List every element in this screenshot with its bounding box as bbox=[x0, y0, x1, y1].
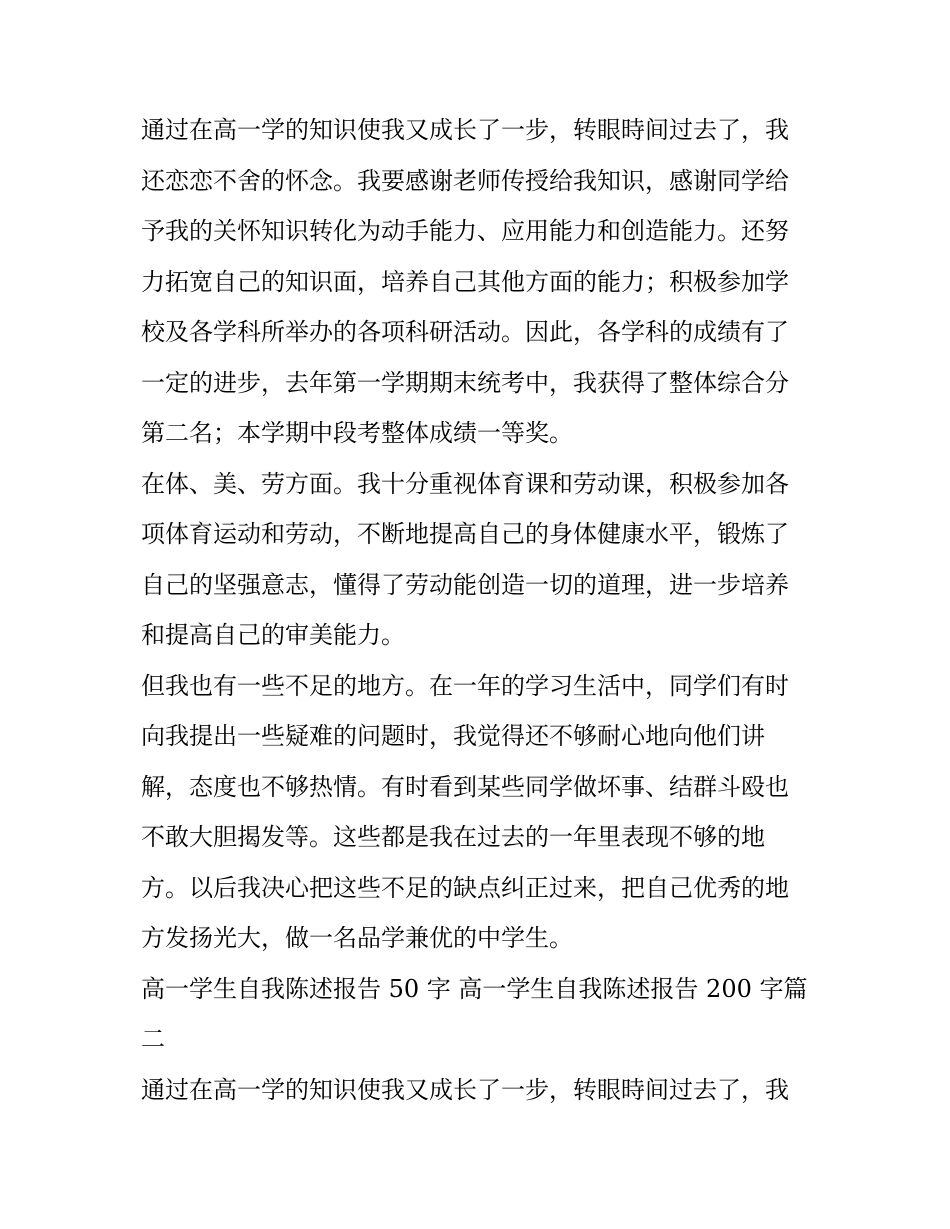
text-line: 第二名；本学期中段考整体成绩一等奖。 bbox=[141, 419, 573, 447]
text-line: 不敢大胆揭发等。这些都是我在过去的一年里表现不够的地 bbox=[141, 823, 765, 851]
text-line: 项体育运动和劳动，不断地提高自己的身体健康水平，锻炼了 bbox=[141, 520, 789, 548]
text-line: 校及各学科所举办的各项科研活动。因此，各学科的成绩有了 bbox=[141, 318, 789, 346]
text-line: 自己的坚强意志，懂得了劳动能创造一切的道理，进一步培养 bbox=[141, 570, 789, 599]
text-line: 一定的进步，去年第一学期期末统考中，我获得了整体综合分 bbox=[141, 368, 789, 397]
paragraph-section-two-start bbox=[141, 1065, 821, 1116]
paragraph-sports-arts-labor bbox=[141, 459, 821, 661]
text-line: 但我也有一些不足的地方。在一年的学习生活中，同学们有时 bbox=[141, 671, 789, 700]
heading-line: 高一学生自我陈述报告 50 字 高一学生自我陈述报告 200 字篇 bbox=[141, 974, 808, 1003]
text-line: 通过在高一学的知识使我又成长了一步，转眼時间过去了，我 bbox=[141, 1075, 789, 1104]
paragraph-shortcomings bbox=[141, 661, 821, 964]
text-line: 予我的关怀知识转化为动手能力、应用能力和创造能力。还努 bbox=[141, 217, 789, 245]
text-line: 力拓宽自己的知识面，培养自己其他方面的能力；积极参加学 bbox=[141, 267, 789, 296]
text-line: 和提高自己的审美能力。 bbox=[141, 621, 405, 649]
text-line: 向我提出一些疑难的问题时，我觉得还不够耐心地向他们讲 bbox=[141, 722, 765, 750]
text-line: 解，态度也不够热情。有时看到某些同学做坏事、结群斗殴也 bbox=[141, 772, 789, 801]
text-line: 方。以后我决心把这些不足的缺点纠正过来，把自己优秀的地 bbox=[141, 873, 789, 902]
document-body bbox=[141, 105, 821, 1115]
text-line: 方发扬光大，做一名品学兼优的中学生。 bbox=[141, 924, 573, 952]
paragraph-study-achievements bbox=[141, 105, 821, 459]
heading-line: 二 bbox=[141, 1025, 165, 1053]
text-line: 通过在高一学的知识使我又成长了一步，转眼時间过去了，我 bbox=[141, 116, 789, 144]
text-line: 还恋恋不舍的怀念。我要感谢老师传授给我知识，感谢同学给 bbox=[141, 166, 789, 195]
section-heading bbox=[141, 964, 821, 1065]
text-line: 在体、美、劳方面。我十分重视体育课和劳动课，积极参加各 bbox=[141, 469, 789, 498]
